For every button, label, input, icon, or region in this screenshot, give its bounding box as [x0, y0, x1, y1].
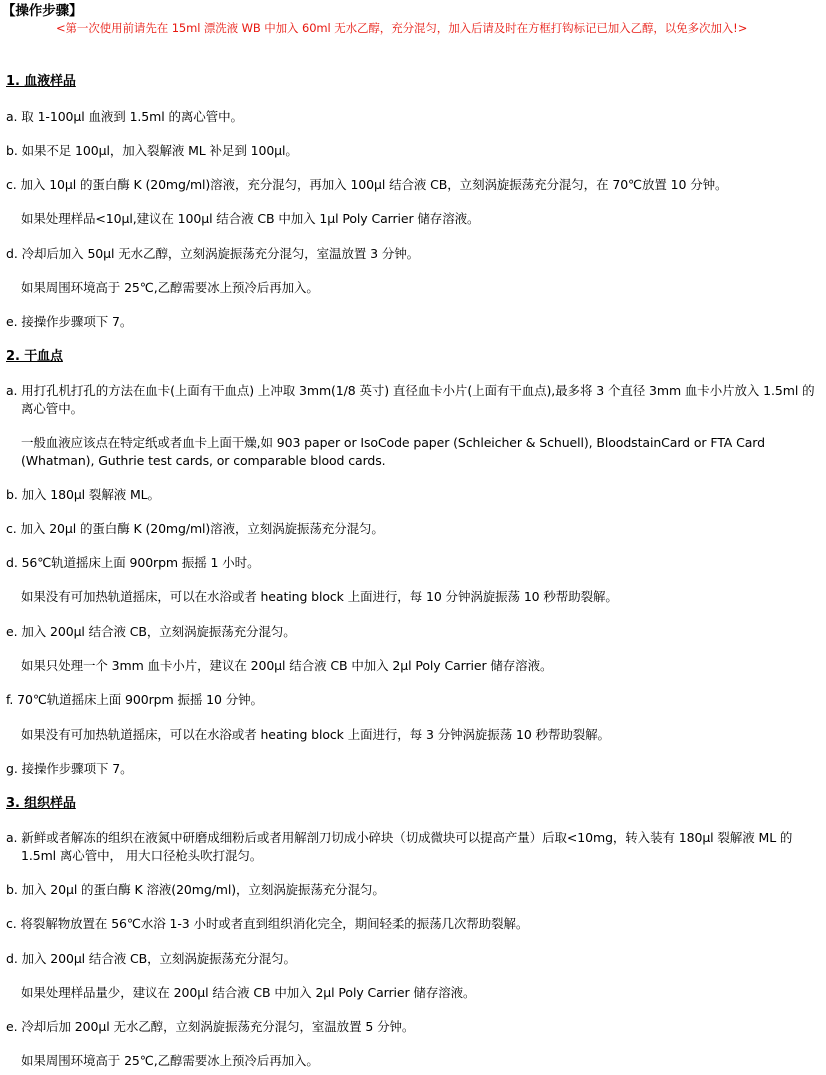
section-heading-tissue: 3. 组织样品: [6, 796, 76, 811]
step-line: g. 接操作步骤项下 7。: [6, 761, 133, 776]
step-line: f. 70℃轨道摇床上面 900rpm 振摇 10 分钟。: [6, 692, 263, 707]
step-line: e. 接操作步骤项下 7。: [6, 314, 133, 329]
step-line: e. 加入 200µl 结合液 CB，立刻涡旋振荡充分混匀。: [6, 624, 296, 639]
step-line: a. 用打孔机打孔的方法在血卡(上面有干血点) 上冲取 3mm(1/8 英寸) 直径血卡小片(上面有干血点),最多将 3 个直径 3mm 血卡小片放入 1.5ml 的离心管中。: [6, 383, 815, 416]
step-line: d. 56℃轨道摇床上面 900rpm 振摇 1 小时。: [6, 555, 260, 570]
step-line: b. 加入 20µl 的蛋白酶 K 溶液(20mg/ml)，立刻涡旋振荡充分混匀。: [6, 882, 385, 897]
note-line: 如果处理样品量少，建议在 200µl 结合液 CB 中加入 2µl Poly Carrier 储存溶液。: [21, 985, 476, 1000]
note-line: 如果没有可加热轨道摇床，可以在水浴或者 heating block 上面进行，每 3 分钟涡旋振荡 10 秒帮助裂解。: [21, 727, 610, 742]
page-title: 【操作步骤】: [2, 3, 83, 19]
section-heading-blood: 1. 血液样品: [6, 74, 76, 89]
note-line: 如果周围环境高于 25℃,乙醇需要冰上预冷后再加入。: [21, 1053, 319, 1068]
note-line: 如果只处理一个 3mm 血卡小片，建议在 200µl 结合液 CB 中加入 2µl Poly Carrier 储存溶液。: [21, 658, 553, 673]
step-line: d. 加入 200µl 结合液 CB，立刻涡旋振荡充分混匀。: [6, 951, 296, 966]
step-line: b. 加入 180µl 裂解液 ML。: [6, 487, 160, 502]
note-line: 一般血液应该点在特定纸或者血卡上面干燥,如 903 paper or IsoCode paper (Schleicher & Schuell), BloodstainCard or FTA Card (Whatman), Guthrie test cards, or comparable blood cards.: [21, 435, 765, 468]
step-line: d. 冷却后加入 50µl 无水乙醇，立刻涡旋振荡充分混匀，室温放置 3 分钟。: [6, 246, 420, 261]
note-line: 如果周围环境高于 25℃,乙醇需要冰上预冷后再加入。: [21, 280, 319, 295]
note-line: 如果没有可加热轨道摇床，可以在水浴或者 heating block 上面进行，每 10 分钟涡旋振荡 10 秒帮助裂解。: [21, 589, 618, 604]
section-heading-dried-blood-spot: 2. 干血点: [6, 349, 63, 364]
note-line: 如果处理样品<10µl,建议在 100µl 结合液 CB 中加入 1µl Poly Carrier 储存溶液。: [21, 211, 480, 226]
step-line: a. 取 1-100µl 血液到 1.5ml 的离心管中。: [6, 109, 243, 124]
step-line: c. 将裂解物放置在 56℃水浴 1-3 小时或者直到组织消化完全，期间轻柔的振荡几次帮助裂解。: [6, 916, 529, 931]
step-line: c. 加入 10µl 的蛋白酶 K (20mg/ml)溶液，充分混匀，再加入 100µl 结合液 CB，立刻涡旋振荡充分混匀，在 70℃放置 10 分钟。: [6, 177, 728, 192]
step-line: c. 加入 20µl 的蛋白酶 K (20mg/ml)溶液，立刻涡旋振荡充分混匀。: [6, 521, 384, 536]
step-line: b. 如果不足 100µl，加入裂解液 ML 补足到 100µl。: [6, 143, 298, 158]
first-use-notice: <第一次使用前请先在 15ml 漂洗液 WB 中加入 60ml 无水乙醇，充分混匀，加入后请及时在方框打钩标记已加入乙醇，以免多次加入!>: [56, 21, 748, 35]
step-line: e. 冷却后加 200µl 无水乙醇，立刻涡旋振荡充分混匀，室温放置 5 分钟。: [6, 1019, 415, 1034]
step-line: a. 新鲜或者解冻的组织在液氮中研磨成细粉后或者用解剖刀切成小碎块（切成微块可以提高产量）后取<10mg，转入装有 180µl 裂解液 ML 的 1.5ml 离心管中， 用大口径枪头吹打混匀。: [6, 830, 793, 863]
